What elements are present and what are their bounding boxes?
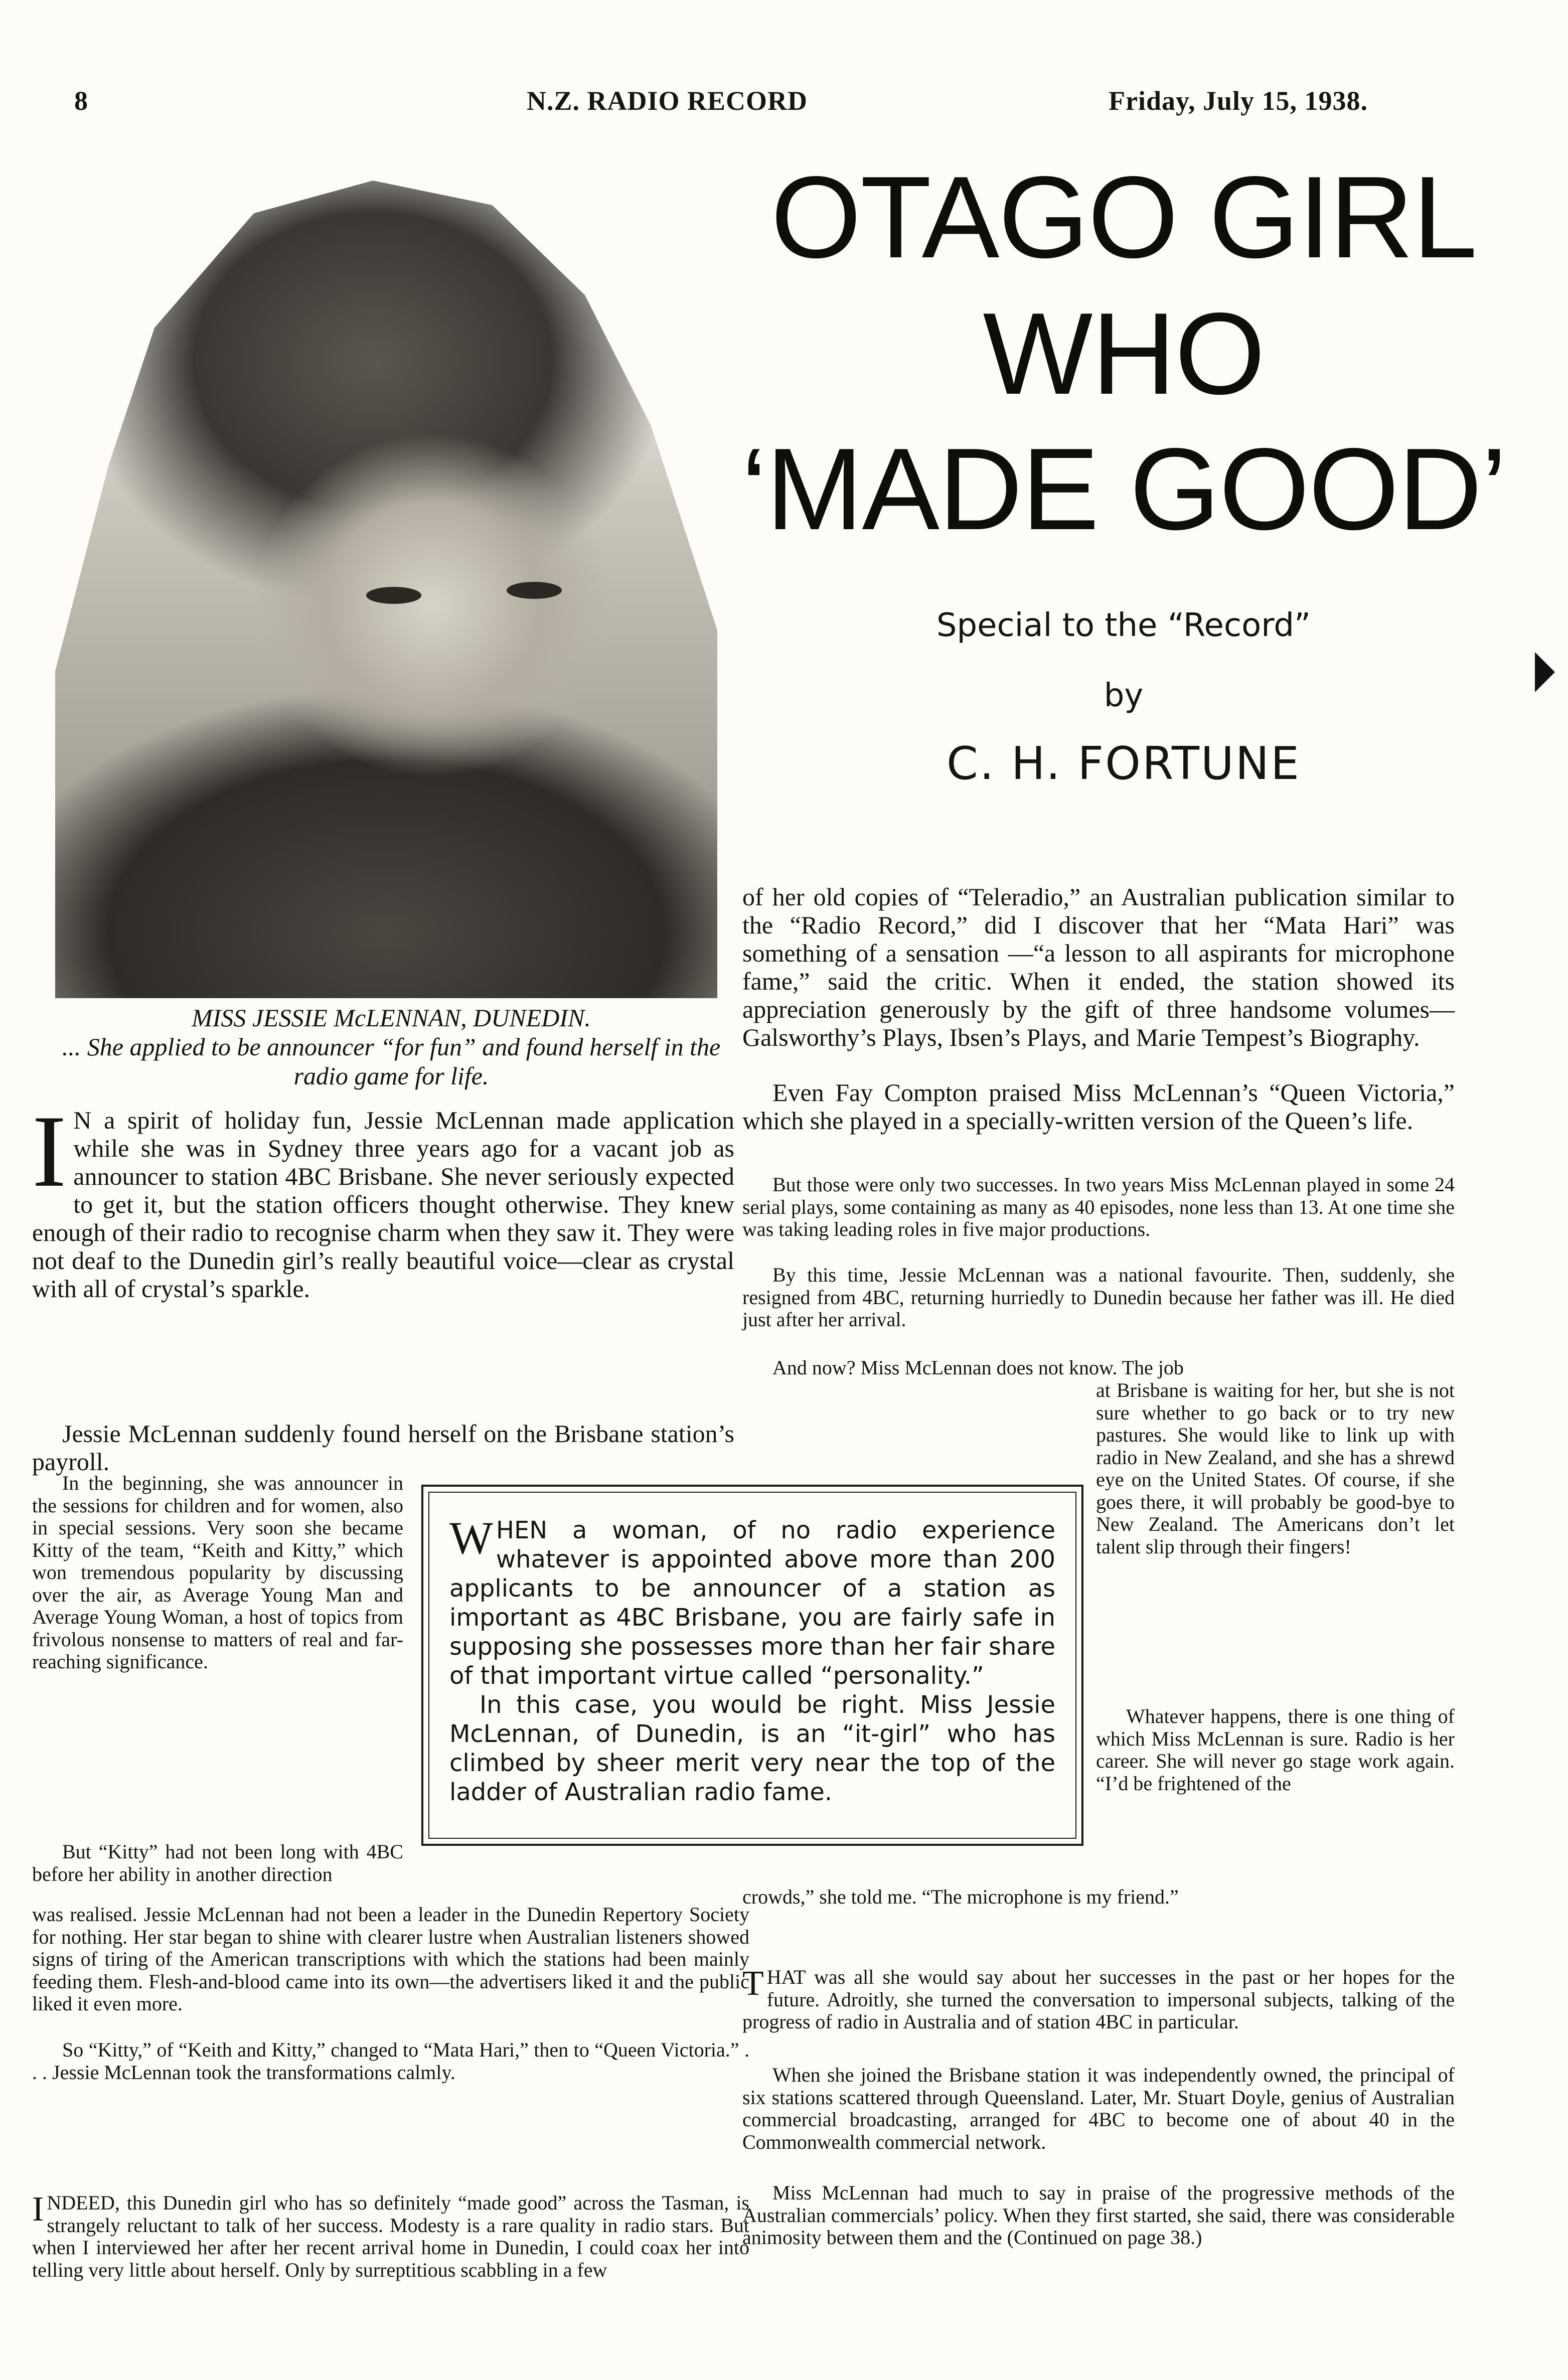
boxed-paragraph-1-text: HEN a woman, of no radio experience whatever is appointed above more than 200 applicants to be announcer of a station as important as 4BC Brisbane, you are fairly safe in supposing she possesses more than her fair share of that important virtue called “personality.” bbox=[449, 1516, 1055, 1690]
special-to-record: Special to the “Record” bbox=[936, 607, 1311, 644]
boxed-paragraph-2: In this case, you would be right. Miss Jessie McLennan, of Dunedin, is an “it-girl” who has climbed by sheer merit very near the top of the ladder of Australian radio fame. bbox=[449, 1691, 1055, 1806]
article-paragraph-5: So “Kitty,” of “Keith and Kitty,” changed to “Mata Hari,” then to “Queen Victoria.” . . . Jessie McLennan took the transformations calmly. bbox=[32, 2038, 749, 2084]
boxed-panel bbox=[421, 1485, 1083, 1846]
lead-dropcap: I bbox=[32, 1094, 67, 1208]
article-paragraph-6 bbox=[32, 2192, 749, 2281]
column-2-paragraph-1: of her old copies of “Teleradio,” an Australian publication similar to the “Radio Record,” did I discover that her “Mata Hari” was something of a sensation —“a lesson to all aspirants for microphone fame,” said the critic. When it ended, the station showed its appreciation generously by the gift of three handsome volumes—Galsworthy’s Plays, Ibsen’s Plays, and Marie Tempest’s Biography. bbox=[742, 883, 1455, 1051]
issue-date: Friday, July 15, 1938. bbox=[1109, 86, 1368, 116]
column-2-paragraph-7: Whatever happens, there is one thing of which Miss McLennan is sure. Radio is her career. She will never go stage work again. “I’d be frightened of the bbox=[1096, 1705, 1455, 1795]
article-paragraph-4a: But “Kitty” had not been long with 4BC before her ability in another direction bbox=[32, 1840, 403, 1885]
paragraph-9-dropcap: T bbox=[742, 1964, 764, 2003]
paragraph-6-dropcap: I bbox=[32, 2190, 44, 2229]
column-2-paragraph-10: When she joined the Brisbane station it was independently owned, the principal of six stations scattered through Queensland. Later, Mr. Stuart Doyle, genius of Australian commercial broadcasting, arranged for 4BC to become one of about 40 in the Commonwealth commercial network. bbox=[742, 2064, 1455, 2153]
boxed-paragraph-1 bbox=[449, 1512, 1055, 1690]
page-number: 8 bbox=[74, 86, 88, 116]
caption-name: MISS JESSIE McLENNAN, DUNEDIN. bbox=[192, 1004, 591, 1032]
publication-title: N.Z. RADIO RECORD bbox=[527, 86, 808, 116]
photo-caption bbox=[55, 1003, 727, 1090]
article-paragraph-4b: was realised. Jessie McLennan had not been a leader in the Dunedin Repertory Society for nothing. Her star began to shine with clearer lustre when Australian listeners showed signs of tiring of the American transcriptions with which the stations had been mainly feeding them. Flesh-and-blood came into its own—the advertisers liked it and the public liked it even more. bbox=[32, 1903, 749, 2015]
headline-line-1: OTAGO GIRL bbox=[770, 152, 1477, 282]
headline-line-2: WHO bbox=[983, 289, 1265, 419]
boxed-panel-inner bbox=[428, 1492, 1076, 1839]
article-paragraph-3: In the beginning, she was announcer in the sessions for children and for women, also in special sessions. Very soon she became Kitty of the team, “Keith and Kitty,” which won tremendous popularity by discussing over the air, as Average Young Man and Average Young Woman, a host of topics from frivolous nonsense to matters of real and far-reaching significance. bbox=[32, 1472, 403, 1673]
paragraph-9-text: HAT was all she would say about her successes in the past or her hopes for the future. Adroitly, she turned the conversation to impersonal subjects, talking of the progress of radio in Australia and of station 4BC in particular. bbox=[742, 1966, 1455, 2033]
column-2-paragraph-4: By this time, Jessie McLennan was a national favourite. Then, suddenly, she resigned from 4BC, returning hurriedly to Dunedin because her father was ill. He died just after her arrival. bbox=[742, 1263, 1455, 1331]
portrait-photo bbox=[55, 181, 717, 998]
column-2-paragraph-8: crowds,” she told me. “The microphone is my friend.” bbox=[742, 1885, 1179, 1908]
column-2-paragraph-2: Even Fay Compton praised Miss McLennan’s “Queen Victoria,” which she played in a specially-written version of the Queen’s life. bbox=[742, 1078, 1455, 1135]
portrait-eye-right bbox=[507, 582, 562, 599]
author-name: C. H. FORTUNE bbox=[946, 737, 1301, 790]
portrait-eye-left bbox=[366, 587, 421, 604]
paragraph-6-text: NDEED, this Dunedin girl who has so definitely “made good” across the Tasman, is strangely reluctant to talk of her success. Modesty is a rare quality in radio stars. But when I interviewed her after her recent arrival home in Dunedin, I could coax her into telling very little about herself. Only by surreptitious scabbling in a few bbox=[32, 2191, 749, 2281]
column-2-paragraph-11: Miss McLennan had much to say in praise of the progressive methods of the Australian commercials’ policy. When they first started, she said, there was considerable animosity between them and the (Continued on page 38.) bbox=[742, 2181, 1455, 2249]
margin-arrow-mark bbox=[1535, 652, 1555, 692]
article-lead bbox=[32, 1094, 734, 1303]
headline-line-3: ‘MADE GOOD’ bbox=[741, 424, 1506, 554]
lead-text: N a spirit of holiday fun, Jessie McLennan made application while she was in Sydney three years ago for a vacant job as announcer to station 4BC Brisbane. She never seriously expected to get it, but the station officers thought otherwise. They knew enough of their radio to recognise charm when they saw it. They were not deaf to the Dunedin girl’s really beautiful voice—clear as crystal with all of crystal’s sparkle. bbox=[32, 1106, 734, 1303]
caption-text: ... She applied to be announcer “for fun” and found herself in the radio game for life. bbox=[62, 1033, 721, 1090]
column-2-paragraph-6: at Brisbane is waiting for her, but she is not sure whether to go back or to try new pastures. She would like to link up with radio in New Zealand, and she has a shrewd eye on the United States. Of course, if she goes there, it will probably be good-bye to New Zealand. The Americans don’t let talent slip through their fingers! bbox=[1096, 1379, 1455, 1558]
article-paragraph-2: Jessie McLennan suddenly found herself on the Brisbane station’s payroll. bbox=[32, 1419, 734, 1476]
column-2-paragraph-5: And now? Miss McLennan does not know. The job bbox=[772, 1356, 1184, 1379]
boxed-dropcap: W bbox=[449, 1512, 493, 1563]
column-2-paragraph-9 bbox=[742, 1966, 1455, 2033]
byline-by: by bbox=[1104, 677, 1144, 714]
column-2-paragraph-3: But those were only two successes. In two years Miss McLennan played in some 24 serial plays, some containing as many as 40 episodes, none less than 13. At one time she was taking leading roles in five major productions. bbox=[742, 1173, 1455, 1240]
